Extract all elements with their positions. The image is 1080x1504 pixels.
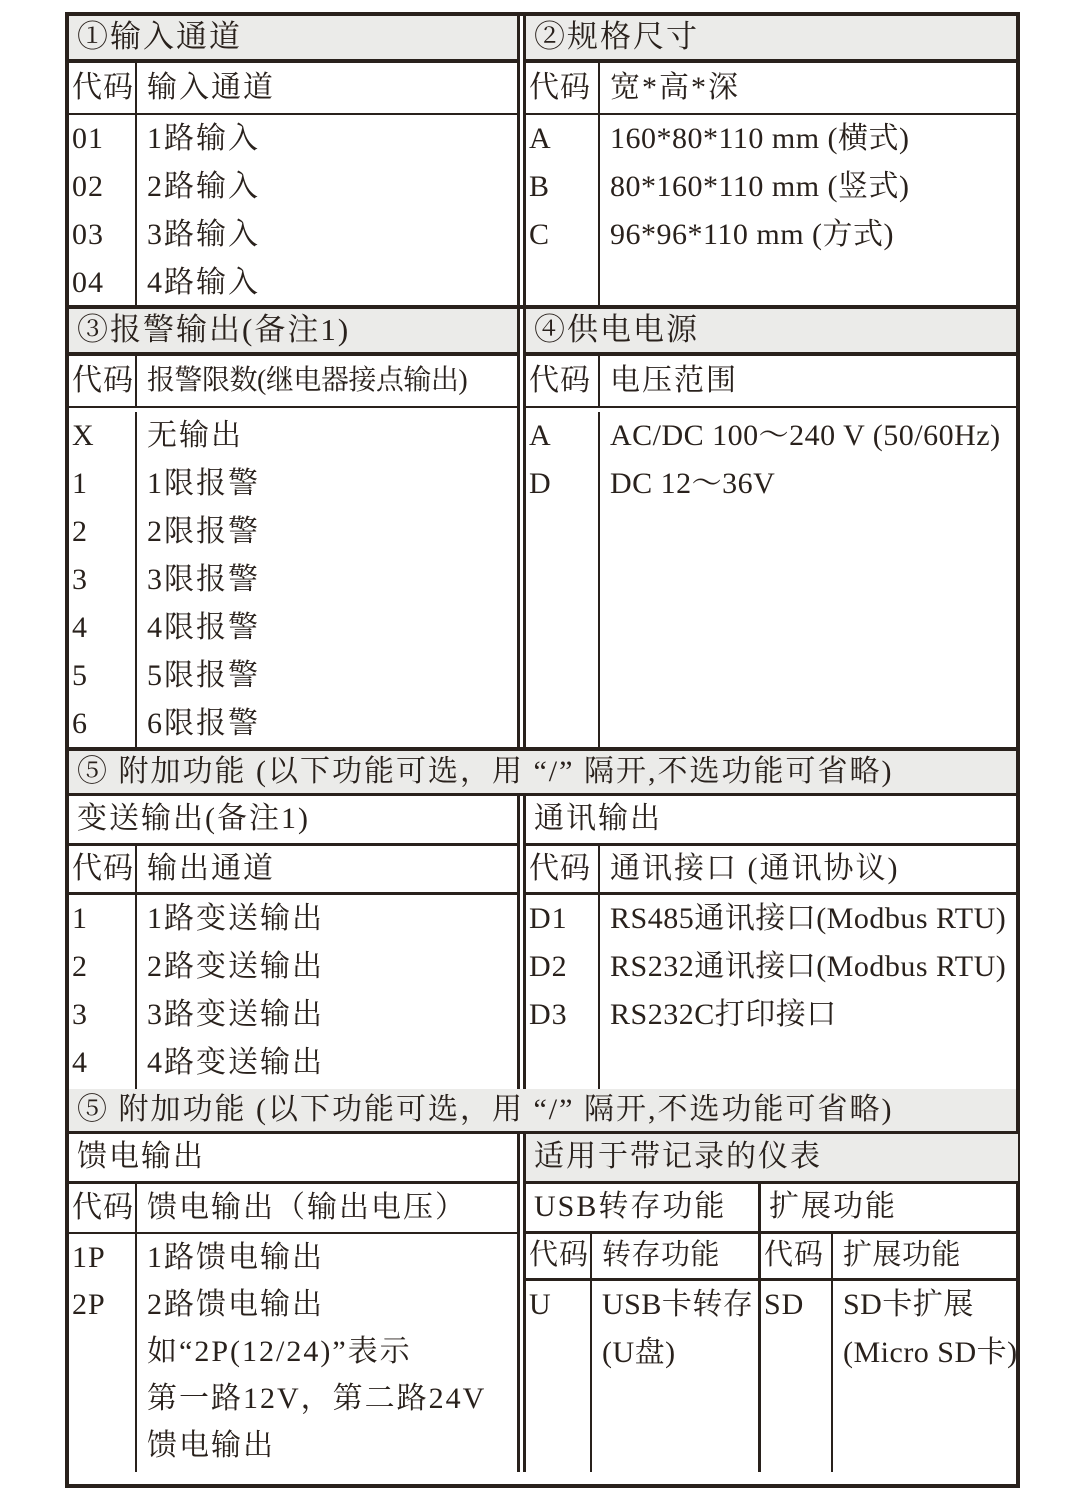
desc-cell: RS232C打印接口 [610,998,837,1031]
code-column-header: 代码 [761,1234,833,1278]
code-cell: C [529,218,551,251]
section-additional-functions-1 [69,751,1016,1089]
desc-cell: 如“2P(12/24)”表示 [147,1335,412,1368]
table-body [526,1281,758,1472]
code-cell: 3 [72,563,88,596]
desc-cell: 3路变送输出 [147,998,324,1031]
desc-column-header: 报警限数(继电器接点输出) [147,365,468,396]
section-alarm-and-power [69,309,1016,751]
table-body [526,408,1016,751]
desc-cell: USB卡转存 [602,1288,754,1321]
subsection-title: 变送输出(备注1) [69,796,517,846]
desc-cell: 1路馈电输出 [147,1241,324,1274]
table-body [526,895,1016,1089]
table-body [761,1281,1018,1472]
desc-column-header: 扩展功能 [843,1239,962,1271]
code-cell: 4 [72,1046,88,1079]
code-cell: A [529,419,552,452]
desc-cell: 1路变送输出 [147,902,324,935]
desc-cell: SD卡扩展 [843,1288,974,1321]
code-cell [72,1422,135,1469]
table-body [69,1234,517,1472]
code-cell: D [529,467,552,500]
desc-cell: 96*96*110 mm (方式) [610,218,895,251]
code-cell: 03 [72,218,104,251]
code-cell: 2 [72,950,88,983]
desc-cell: 4路变送输出 [147,1046,324,1079]
code-column-header: 代码 [526,846,600,892]
table-body [69,408,517,751]
code-cell: D1 [529,902,568,935]
code-cell: U [529,1288,552,1321]
desc-cell: 3路输入 [147,218,260,251]
desc-cell: 2路馈电输出 [147,1288,324,1321]
section-header: ③报警输出(备注1) [69,309,517,356]
section-header: ①输入通道 [69,16,517,63]
column-header-row [69,356,517,408]
section-header: ⑤ 附加功能 (以下功能可选，用 “/” 隔开,不选功能可省略) [69,1089,1016,1134]
subsection-recorder-instruments [523,1134,1018,1472]
desc-cell: 2限报警 [147,515,260,548]
section-additional-functions-2 [69,1089,1016,1472]
column-header-row [526,356,1016,408]
desc-cell: RS232通讯接口(Modbus RTU) [610,950,1007,983]
code-cell: 1 [72,467,88,500]
code-cell: A [529,122,552,155]
model-selection-table [65,12,1020,1488]
code-column-header: 代码 [69,356,137,406]
table-body [69,895,517,1089]
extension-function-title: 扩展功能 [769,1190,897,1223]
code-column-header: 代码 [526,63,600,113]
section-header: ④供电电源 [526,309,1016,356]
code-cell: 2 [72,515,88,548]
column-header-row [761,1234,1018,1281]
code-cell [529,1329,590,1377]
section-header: ②规格尺寸 [526,16,1016,63]
desc-cell: (U盘) [602,1336,676,1369]
code-cell: 3 [72,998,88,1031]
desc-cell: 第一路12V，第二路24V [147,1382,487,1415]
code-cell [72,1375,135,1422]
subsection-title: 通讯输出 [526,796,1016,846]
desc-cell: 3限报警 [147,563,260,596]
desc-cell: 6限报警 [147,707,260,740]
code-cell: 2P [72,1288,106,1321]
section-dimensions [523,16,1016,305]
desc-cell: 2路变送输出 [147,950,324,983]
code-cell [764,1329,831,1377]
desc-column-header: 转存功能 [602,1239,721,1271]
code-cell: D2 [529,950,568,983]
desc-cell: 4限报警 [147,611,260,644]
section-input-channels [69,16,520,305]
desc-column-header: 通讯接口 (通讯协议) [610,852,900,885]
desc-cell: 2路输入 [147,170,260,203]
desc-column-header: 馈电输出（输出电压） [147,1191,467,1224]
subsection-retransmission-output [69,796,520,1089]
usb-function-title: USB转存功能 [526,1184,761,1231]
code-cell: X [72,419,95,452]
column-header-row [526,846,1016,895]
subsection-feed-output [69,1134,520,1472]
code-cell: 01 [72,122,104,155]
desc-column-header: 输出通道 [147,852,275,885]
desc-column-header: 宽*高*深 [610,71,740,104]
table-body [526,115,1016,309]
desc-cell: 1限报警 [147,467,260,500]
desc-column-header: 电压范围 [610,364,738,397]
section-alarm-output [69,309,520,747]
column-header-row [69,846,517,895]
section-input-and-size [69,16,1016,309]
desc-column-header: 输入通道 [147,71,275,104]
column-header-row [526,1234,758,1281]
code-column-header: 代码 [526,1234,592,1278]
code-cell: B [529,170,551,203]
code-cell: 6 [72,707,88,740]
column-header-row [69,63,517,115]
code-column-header: 代码 [69,1184,137,1232]
desc-cell: 80*160*110 mm (竖式) [610,170,910,203]
usb-transfer-table [526,1234,761,1472]
sd-extension-table [761,1234,1018,1472]
code-cell: 04 [72,266,104,299]
subsection-communication-output [523,796,1016,1089]
section-power-supply [523,309,1016,747]
code-cell: 1P [72,1241,106,1274]
desc-cell: 160*80*110 mm (横式) [610,122,910,155]
code-cell: 4 [72,611,88,644]
desc-cell: 无输出 [147,419,243,452]
desc-cell: 馈电输出 [147,1429,275,1462]
code-cell [72,1328,135,1375]
desc-cell: RS485通讯接口(Modbus RTU) [610,902,1007,935]
subsection-title: 适用于带记录的仪表 [526,1134,1018,1184]
table-body [69,115,517,309]
desc-cell: AC/DC 100～240 V (50/60Hz) [610,419,1001,452]
code-cell: 02 [72,170,104,203]
desc-cell: 4路输入 [147,266,260,299]
section-header: ⑤ 附加功能 (以下功能可选，用 “/” 隔开,不选功能可省略) [69,751,1016,796]
code-cell: 1 [72,902,88,935]
desc-cell: 1路输入 [147,122,260,155]
code-column-header: 代码 [526,356,600,406]
subsection-title: 馈电输出 [69,1134,517,1184]
column-header-row [69,1184,517,1234]
code-cell: D3 [529,998,568,1031]
desc-cell: 5限报警 [147,659,260,692]
code-cell: 5 [72,659,88,692]
function-title-row [526,1184,1018,1234]
code-cell: SD [764,1288,805,1321]
code-column-header: 代码 [69,63,137,113]
desc-cell: DC 12～36V [610,467,776,500]
column-header-row [526,63,1016,115]
desc-cell: (Micro SD卡) [843,1336,1018,1369]
code-column-header: 代码 [69,846,137,892]
usb-ext-split [526,1234,1018,1472]
